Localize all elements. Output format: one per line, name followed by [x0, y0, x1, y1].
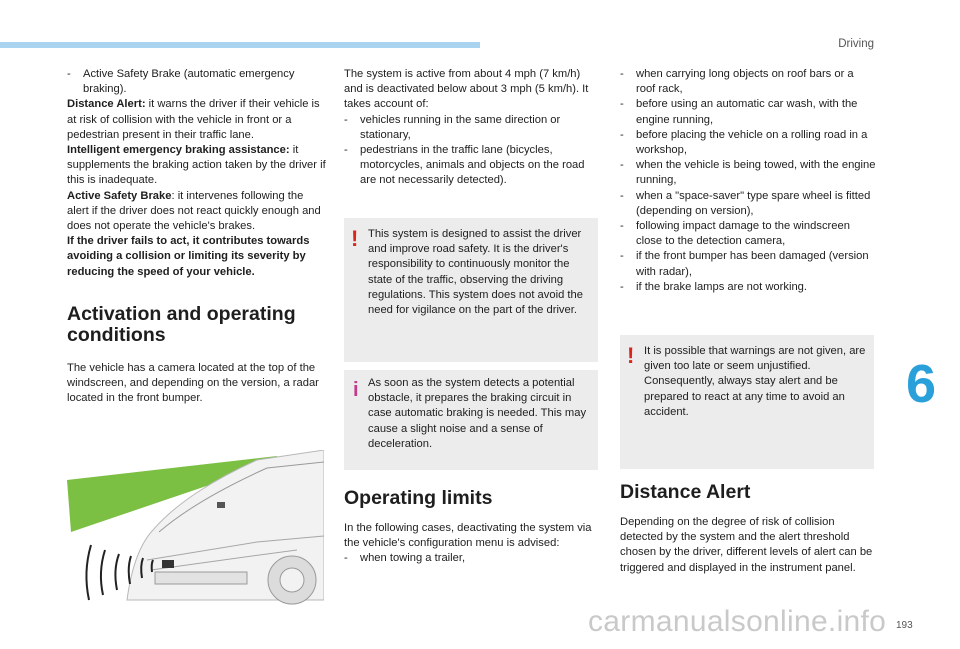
- warning-icon: !: [627, 343, 635, 368]
- list-item-text: vehicles running in the same direction or stationary,: [360, 113, 561, 141]
- section-header: Driving: [838, 38, 874, 50]
- warning-box-accident: [620, 335, 874, 469]
- ieba-paragraph: [67, 143, 327, 189]
- list-item: [620, 67, 876, 97]
- top-accent-bar: [0, 42, 480, 48]
- operating-limits-heading: Operating limits: [344, 487, 493, 509]
- distance-alert-text: Depending on the degree of risk of collision detected by the system and the alert threshold chosen by the driver, different levels of alert can be triggered and displayed in the instrument panel.: [620, 516, 873, 574]
- activation-heading: Activation and operating conditions: [67, 302, 296, 346]
- info-text: As soon as the system detects a potential obstacle, it prepares the braking circuit in case automatic braking is needed. This may cause a slight noise and a sense of deceleration.: [368, 377, 587, 450]
- dash-bullet: -: [620, 98, 624, 111]
- list-item-text: before using an automatic car wash, with the engine running,: [636, 98, 858, 126]
- page-number: 193: [896, 620, 913, 631]
- list-item-text: when the vehicle is being towed, with the engine running,: [636, 159, 876, 187]
- asb-paragraph: [67, 189, 327, 235]
- term-label: Active Safety Brake: [67, 189, 172, 202]
- list-item: [344, 551, 600, 566]
- term-text: : it intervenes following the alert if the driver does not react quickly enough and does not operate the vehicle's brakes.: [67, 189, 321, 233]
- camera-icon: [217, 502, 225, 508]
- list-item: [67, 67, 327, 97]
- list-item: [620, 219, 876, 249]
- list-item: [620, 97, 876, 127]
- list-item-text: when a "space-saver" type spare wheel is fitted (depending on version),: [636, 189, 871, 217]
- column-2: [344, 67, 600, 189]
- vehicle-camera-radar-illustration: [67, 450, 324, 605]
- bold-note-text: If the driver fails to act, it contributes towards avoiding a collision or limiting its severity by reducing the speed of your vehicle.: [67, 235, 310, 278]
- list-item: [620, 280, 876, 295]
- term-label: Intelligent emergency braking assistance:: [67, 144, 290, 157]
- list-item: [620, 189, 876, 219]
- chapter-number: 6: [906, 354, 937, 414]
- activation-paragraph: The vehicle has a camera located at the top of the windscreen, and depending on the version, a radar located in the front bumper.: [67, 361, 319, 405]
- operating-limits-section: [344, 488, 600, 567]
- dash-bullet: -: [344, 144, 348, 157]
- list-item-text: following impact damage to the windscreen close to the detection camera,: [636, 220, 850, 248]
- list-item: [620, 249, 876, 279]
- warning-icon: !: [351, 226, 359, 251]
- list-item: [344, 113, 600, 143]
- dash-bullet: -: [620, 159, 624, 172]
- dash-bullet: -: [620, 280, 624, 293]
- system-intro: The system is active from about 4 mph (7 km/h) and is deactivated below about 3 mph (5 km/h). It takes account of:: [344, 68, 589, 111]
- list-item-text: before placing the vehicle on a rolling road in a workshop,: [636, 128, 868, 157]
- list-item: [620, 128, 876, 158]
- dash-bullet: -: [620, 189, 624, 202]
- column-1: [67, 67, 327, 406]
- term-label: Distance Alert:: [67, 98, 146, 111]
- info-icon: i: [353, 379, 359, 401]
- list-item-text: Active Safety Brake (automatic emergency braking).: [83, 68, 295, 96]
- list-item-text: pedestrians in the traffic lane (bicycles, motorcycles, animals and objects on the road are not necessarily detected).: [360, 144, 585, 187]
- dash-bullet: -: [344, 113, 348, 126]
- list-item-text: if the brake lamps are not working.: [636, 280, 808, 293]
- radar-icon: [162, 560, 174, 568]
- watermark: carmanualsonline.info: [588, 605, 887, 638]
- warning-text: It is possible that warnings are not given, are given too late or seem unjustified. Consequently, always stay alert and be prepared to react at any time to avoid an accident.: [644, 345, 866, 418]
- dash-bullet: -: [67, 68, 71, 80]
- bold-note: [67, 234, 327, 280]
- list-item: [344, 143, 600, 189]
- info-box-braking: [344, 370, 598, 470]
- term-text: it supplements the braking action taken by the driver if this is inadequate.: [67, 144, 326, 187]
- dash-bullet: -: [344, 552, 348, 565]
- dash-bullet: -: [620, 220, 624, 233]
- term-text: it warns the driver if their vehicle is at risk of collision with the vehicle in front or a pedestrian present in their traffic lane.: [67, 98, 320, 141]
- distance-alert-paragraph: [67, 97, 327, 143]
- list-item-text: when towing a trailer,: [360, 552, 466, 565]
- list-item-text: if the front bumper has been damaged (version with radar),: [636, 250, 869, 278]
- distance-alert-heading: Distance Alert: [620, 481, 751, 503]
- warning-text: This system is designed to assist the driver and improve road safety. It is the driver's responsibility to continuously monitor the state of the traffic, observing the driving regulations. This system does not avoid the need for vigilance on the part of the driver.: [368, 228, 583, 317]
- column-3: [620, 67, 876, 295]
- list-item: [620, 158, 876, 188]
- dash-bullet: -: [620, 68, 624, 80]
- operating-limits-text: In the following cases, deactivating the system via the vehicle's configuration menu is advised:: [344, 522, 592, 550]
- distance-alert-section: [620, 482, 876, 576]
- warning-box-assist: [344, 218, 598, 362]
- dash-bullet: -: [620, 128, 624, 141]
- dash-bullet: -: [620, 250, 624, 263]
- list-item-text: when carrying long objects on roof bars or a roof rack,: [636, 68, 854, 96]
